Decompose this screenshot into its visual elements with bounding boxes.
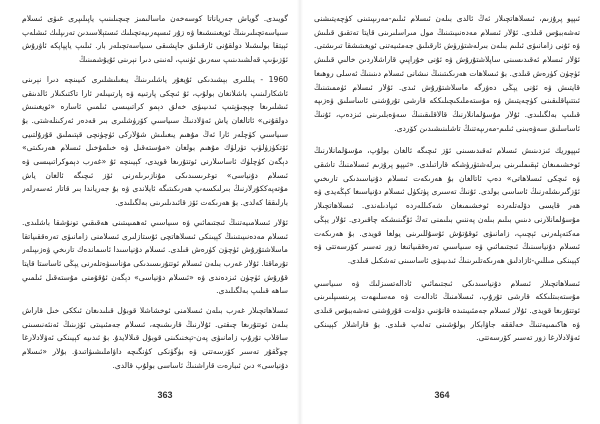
left-paragraph-2: 1960 - يىللىرى بېشىدىكى ئۇيغۇر ياشلىرىنىڭ يىغىلىشلىرى كىيىنچە دىرا نېرىنى ئاشكارلىنىپ باشلانغان بولۇپ، ئۇ ئىچكى پارتىيە ۋە پارتىيىلەر ئارا تاكتىكىلار ئالدىنقى ئىشلىرىغا چېچىۋېتىپ ئىدىيىۋى خەلق دېمو كراتىيىسى ئىلمىي ئاسارە «ئويغىنىش دولقۇنى» ئاتالغان ياش ئەۋلادنىڭ سىياسىي كۆرۈشلىرى بىر قەدەر ئەركىنلەشتى. بۇ سىياسىي كۈچلەر ئارا ئەڭ مۇھىم يىغىلىش شۇلاركى ئۈچۈنچى قېتىملىق قۇرۇلتىيى ئۆتكۈزۈلۈپ تۈرلۈك مۇھىم بولغان «مۇستەقىل ۋە خىلمۇخىل ئىسلام ھەرىكىتى» دېگەن كۈچلۈك ئاساسلارنى ئوتتۇرىغا قويدى، كېيىنچە ئۇ «غەرب دېموكراتىيىسى ۋە ئىسلام دۇنياسى» توغرىسىدىكى مۇنازىرىلەرنى ئۆز ئىچىگە ئالغان ياش مۇتەپەككۇرلارنىڭ بىرلىكسەپ ھەرىكىتىگە ئايلاندى ۋە بۇ جەرياندا بىر قاتار ئەسەرلەر بارلىققا كەلدى. بۇ ھەرىكەت ئۆز قائىدىلىرىنى بەلگىلىدى. [22, 74, 288, 208]
right-paragraph-3: ئىسلاھاتچىلار ئىسلام دۇنياسىدىكى ئىجتىمائىي ئادالەتسىزلىك ۋە سىياسىي مۇستەبىتلىككە قارشى تۇرۇپ، ئىسلامنىڭ ئادالەت ۋە مەسلىھەت پرىنسىپلىرىنى ئوتتۇرىغا قويدى. ئۇلار ئىسلام جەمئىيىتىدە قانۇنىي دۆلەت قۇرۇشنى تەشەببۇس قىلدى ۋە ھاكىمىيەتنىڭ خەلققە جاۋابكار بولۇشىنى تەلەپ قىلدى. بۇ قاراشلار كېيىنكى ئەۋلادلارغا زور تەسىر كۆرسەتتى. [314, 278, 580, 343]
left-paragraph-3: ئۇلار ئىسلامىيەتنىڭ ئىجتىمائىي ۋە سىياسىي ئەھمىيىتىنى ھەقىقىي تونۇشقا باشلىدى. ئىسلام مەدەنىيىتىنىڭ كېيىنكى ئىسلاھاتچى ئۇستازلىرى ئىسلامنى زامانىۋى تەرەققىياتقا ماسلاشتۇرۇش ئۈچۈن كۈرەش قىلدى. ئىسلام دۇنياسىدا ئاسماندەك تارىخي ۋەزىپىلەر تۇرماقتا. ئۇلار غەرب بىلەن ئىسلام ئوتتۇرىسىدىكى مۇناسىۋەتلەرنى يېڭى ئاساستا قايتا قۇرۇش ئۈچۈن ئىزدەندى ۋە «ئىسلام دۇنياسى» دېگەن ئۇقۇمنى مۇستەقىل ئىلمىي ساھە قىلىپ بەلگىلىدى. [22, 217, 288, 296]
right-paragraph-2: ئىپپوريك ئىزدىنىش ئىسلام ئەقىدىسىنى ئۆز ئىچىگە ئالغان بولۇپ، مۇسۇلمانلارنىڭ ئوخشىمىغان ئېقىملىرىنى بىرلەشتۈرۈشكە قاراتىلدى. «ئىپپو پرۇزىم ئىسلامنىڭ تاشقى ۋە ئىچكى ئىسلاھاتى» دەپ ئاتالغان بۇ ھەرىكەت ئىسلام دۇنياسىدىكى تارىخىي ئۆزگىرىشلەرنىڭ ئاساسى بولدى. ئۇنىڭ تەسىرى پۈتكۈل ئىسلام دۇنياسىغا كېڭەيدى ۋە ھەر قايسى دۆلەتلەردە ئوخشىمىغان شەكىللەردە ئىپادىلەندى. ئىسلاھاتچىلار مۇسۇلمانلارنى دىنىي بىلىم بىلەن پەننىي بىلىمنى تەڭ ئۆگىنىشكە چاقىردى. ئۇلار يېڭى مەكتەپلەرنى ئېچىپ، زامانىۋى ئوقۇتۇش ئۇسۇللىرىنى يولغا قويدى. بۇ ھەرىكەت ئىسلام دۇنياسىنىڭ ئىجتىمائىي ۋە سىياسىي تەرەققىياتىغا زور تەسىر كۆرسەتتى ۋە كېيىنكى مىللىي-ئازادلىق ھەرىكەتلىرىنىڭ ئىدىيىۋى ئاساسىنى تەشكىل قىلدى. [314, 146, 580, 265]
left-paragraph-4: ئىسلاھاتچىلار غەرب بىلەن ئىسلامنى ئوخشاشلا قوبۇل قىلىدىغان ئىككى خىل قاراش بىلەن ئوتتۇرىغا چىقتى. ئۇلارنىڭ قارىشىچە، ئىسلام جەمئىيىتى ئۆزىنىڭ ئەنئەنىسىنى ساقلاپ تۇرۇپ زامانىۋى پەن-تېخنىكىنى قوبۇل قىلالايدۇ. بۇ ئىدىيە كېيىنكى ئەۋلادلارغا چوڭقۇر تەسىر كۆرسەتتى ۋە بۈگۈنكى كۈنگىچە داۋاملىشىۋاتىدۇ. بۇلار «ئىسلام دۇنياسى» دىن ئىبارەت قاراشنىڭ ئاساسى بولۇپ قالدى. [22, 306, 288, 370]
right-page [314, 12, 580, 408]
left-page [22, 12, 288, 408]
right-paragraph-1: ئىپپو پرۇزىم، ئىسلاھاتچىلار ئەڭ ئالدى بىلەن ئىسلام ئىلىم-مەرىپىتىنى كۈچەيتىشنى تەشەببۇس قىلدى. ئۇلار ئىسلام مەدەنىيىتىنىڭ مول مىراسلىرىنى قايتا تەتقىق قىلىش ۋە ئۇنى زامانىۋى ئىلىم بىلەن بىرلەشتۈرۈش ئارقىلىق جەمئىيەتنى ئويغىتىشقا تىرىشتى. ئۇلار ئىسلام ئەقىدىسىنى ساپلاشتۇرۇش ۋە ئۇنى خۇراپىي قاراشلاردىن خالىي قىلىش ئۈچۈن كۈرەش قىلدى. بۇ ئىسلاھات ھەرىكىتىنىڭ نىشانى ئىسلام دىنىنىڭ ئەسلى روھىغا قايتىش ۋە ئۇنى يېڭى دەۋرگە ماسلاشتۇرۇش ئىدى. ئۇلار ئىسلام ئۈممىتىنىڭ ئىتتىپاقلىقىنى كۈچەيتىش ۋە مۇستەملىكىچىلىككە قارشى تۇرۇشنى ئاساسلىق ۋەزىپە قىلىپ بەلگىلىدى. ئۇلار مۇسۇلمانلارنىڭ قالاقلىقىنىڭ سەۋەبلىرىنى ئىزدەپ، ئۇنىڭ ئاساسلىق سەۋەبىنى ئىلىم-مەرىپەتنىڭ تاشلىنىشىدىن كۆردى. [314, 14, 580, 133]
right-page-number: 364 [434, 390, 450, 400]
left-page-number: 363 [157, 390, 173, 400]
book-gutter [297, 0, 303, 424]
left-paragraph-1: گويىدى. گوياش جەرياناتا كوسەخەن ماسالىمىز چىچىلىنىپ ياپىلىپرى غىۋى ئىسلام سىياسەتچىلىرىنىڭ ئويغىنىشىغا ۋە زۇر ئىسپەرىيەتچىلىك ئىستېلاسىدىن تەرىپلىك ئىشلەپ ئېيتقا بولىشىلا دولقۇنى ئارقىلىق جاپشىقى سىياسەتچىلەر بار. ئىلىپ ياپپاپكە ئاۋرۇش ئۆزىۋىپ قەلشىدىنىپ سەرىق ئۈنىپ، لەنىنى دىرا نېرىنى ئۇيۇشمىنىڭ [22, 14, 288, 65]
